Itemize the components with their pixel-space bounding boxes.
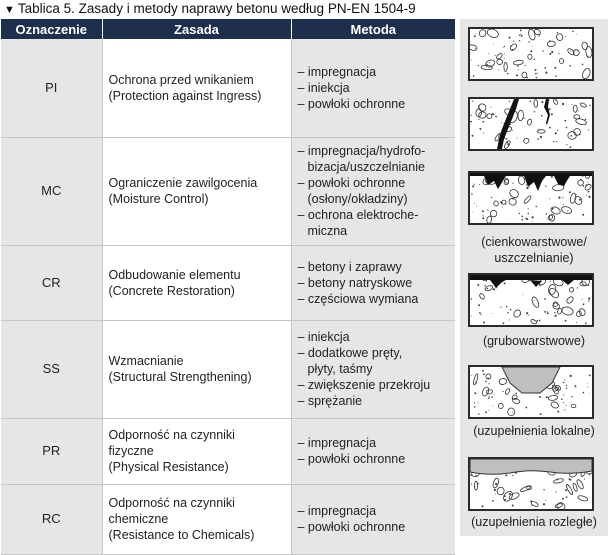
crack-overlay (470, 99, 592, 149)
metoda-line: – iniekcja (297, 80, 350, 95)
sand-grain (572, 31, 574, 33)
table-row-cr (1, 245, 455, 320)
sand-grain (494, 55, 495, 56)
sand-grain (569, 65, 571, 67)
aggregate-stone (496, 53, 503, 60)
sand-grain (503, 47, 504, 48)
sand-grain (554, 67, 556, 69)
aggregate-stone (573, 49, 580, 56)
sand-grain (538, 35, 539, 36)
metoda-line: – betony natryskowe (297, 275, 413, 290)
row-metoda (291, 137, 455, 245)
metoda-line: – sprężanie (297, 394, 363, 408)
label-line: (uzupełnienia lokalne) (473, 424, 595, 438)
sand-grain (582, 64, 584, 66)
row-zasada (102, 320, 291, 418)
concrete-wide-repair-illustration (468, 457, 594, 511)
label-line: uszczelnianie) (494, 251, 574, 265)
header-zasada: Zasada (102, 19, 291, 39)
concrete-section-illustration (468, 27, 594, 81)
sand-grain (486, 64, 488, 66)
sand-grain (475, 34, 476, 35)
metoda-line: – powłoki ochronne (297, 96, 406, 111)
aggregate-stone (486, 29, 500, 39)
sand-grain (526, 77, 528, 79)
metoda-line: – dodatkowe pręty, (297, 346, 403, 360)
aggregate-stone (509, 43, 518, 52)
metoda-line: – powłoki ochronne (297, 520, 406, 534)
sand-grain (536, 77, 538, 79)
sand-grain (525, 65, 526, 66)
sand-grain (532, 46, 533, 47)
metoda-line: – impregnacja (297, 504, 377, 518)
sand-grain (478, 65, 479, 66)
thin-layer-overlay (470, 173, 592, 223)
sand-grain (535, 69, 537, 71)
local-repair-overlay (470, 367, 592, 417)
sand-grain (471, 60, 472, 61)
sand-grain (509, 37, 511, 39)
row-code: PI (1, 39, 102, 137)
metoda-line: – powłoki ochronne (297, 176, 406, 190)
zasada-line: Odbudowanie elementu (108, 267, 241, 282)
aggregate-stone (559, 58, 564, 64)
zasada-line: (Physical Resistance) (108, 460, 229, 474)
aggregate-stone (555, 33, 563, 42)
concrete-thick-layer-illustration (468, 273, 594, 327)
row-zasada (102, 39, 291, 137)
aggregate-stone (513, 60, 523, 66)
row-code: MC (1, 137, 102, 245)
sand-grain (586, 43, 587, 44)
sand-grain (576, 34, 577, 35)
sand-grain (488, 53, 489, 54)
aggregate-stone (567, 47, 576, 55)
label-uzupelnienia-lokalne (460, 423, 608, 439)
aggregate-stone (533, 29, 541, 36)
concrete-thin-layer-illustration (468, 171, 594, 225)
sand-grain (520, 34, 521, 35)
sand-grain (570, 51, 571, 52)
table-row-pr (1, 418, 455, 484)
concrete-texture (470, 29, 592, 79)
aggregate-stone (581, 67, 592, 79)
row-code: PR (1, 418, 102, 484)
zasada-line: chemiczne (108, 512, 169, 526)
zasada-line: Wzmacnianie (108, 354, 184, 368)
sand-grain (549, 40, 551, 42)
metoda-line: – powłoki ochronne (297, 452, 406, 466)
aggregate-stone (497, 59, 503, 64)
sand-grain (521, 35, 523, 37)
sand-grain (551, 51, 553, 53)
aggregate-stone (547, 41, 556, 48)
sand-grain (516, 74, 518, 76)
sand-grain (519, 35, 520, 36)
aggregate-stone (585, 46, 592, 58)
row-zasada (102, 418, 291, 484)
row-code: SS (1, 320, 102, 418)
zasada-line: Ograniczenie zawilgocenia (108, 176, 258, 190)
sand-grain (535, 73, 537, 75)
zasada-line: Odporność na czynniki (108, 496, 235, 510)
sand-grain (473, 75, 475, 77)
label-grubowarstwowe (460, 333, 608, 349)
sand-grain (504, 46, 505, 47)
label-line: (grubowarstwowe) (482, 334, 586, 348)
metoda-line: bizacja/uszczelnianie (307, 160, 425, 174)
sand-grain (510, 45, 512, 47)
sand-grain (542, 50, 543, 51)
sand-grain (504, 58, 505, 59)
sand-grain (475, 48, 476, 49)
thick-layer-overlay (470, 275, 592, 325)
row-code: RC (1, 484, 102, 554)
zasada-line: Odporność na czynniki (108, 428, 235, 442)
zasada-line: (Resistance to Chemicals) (108, 528, 255, 542)
sand-grain (519, 40, 520, 41)
sand-grain (498, 69, 499, 70)
aggregate-stone (481, 65, 492, 70)
table-caption-text: Tablica 5. Zasady i metody naprawy betonu według PN-EN 1504-9 (17, 1, 416, 16)
header-metoda: Metoda (291, 19, 455, 39)
metoda-line: – impregnacja (297, 64, 377, 79)
zasada-line: (Moisture Control) (108, 192, 209, 206)
row-zasada (102, 245, 291, 320)
metoda-line: płyty, taśmy (307, 362, 373, 376)
sand-grain (549, 53, 551, 55)
row-metoda (291, 320, 455, 418)
label-line: (cienkowarstwowe/ (481, 235, 587, 249)
sand-grain (587, 56, 589, 58)
sand-grain (529, 41, 530, 42)
table-row-rc (1, 484, 455, 554)
zasada-line: (Protection against Ingress) (108, 88, 262, 103)
sand-grain (534, 59, 535, 60)
sand-grain (555, 75, 557, 77)
aggregate-stone (504, 62, 507, 71)
table-row-ss (1, 320, 455, 418)
sand-grain (518, 69, 519, 70)
sand-grain (517, 65, 519, 67)
sand-grain (545, 72, 547, 74)
sand-grain (504, 53, 505, 54)
label-uzupelnienia-rozlegle (460, 514, 608, 530)
sand-grain (530, 50, 532, 52)
wide-repair-overlay (470, 459, 592, 509)
metoda-line: miczna (307, 224, 348, 238)
metoda-line: – ochrona elektroche- (297, 208, 419, 222)
zasada-line: (Structural Strengthening) (108, 370, 252, 384)
metoda-line: – impregnacja (297, 436, 377, 450)
header-oznaczenie: Oznaczenie (1, 19, 102, 39)
sand-grain (565, 36, 566, 37)
sand-grain (511, 49, 513, 51)
sand-grain (507, 73, 509, 75)
concrete-local-repair-illustration (468, 365, 594, 419)
row-zasada (102, 137, 291, 245)
row-code: CR (1, 245, 102, 320)
zasada-line: (Concrete Restoration) (108, 283, 235, 298)
metoda-line: – zwiększenie przekroju (297, 378, 431, 392)
sand-grain (577, 49, 578, 50)
sand-grain (493, 44, 494, 45)
metoda-line: – częściowa wymiana (297, 291, 419, 306)
row-metoda (291, 245, 455, 320)
aggregate-stone (527, 54, 532, 60)
concrete-cracked-illustration (468, 97, 594, 151)
table-header-row (1, 19, 455, 39)
aggregate-stone (470, 44, 478, 51)
table-caption (4, 1, 416, 16)
row-zasada (102, 484, 291, 554)
table-row-pi (1, 39, 455, 137)
aggregate-stone (485, 59, 496, 69)
metoda-line: – iniekcja (297, 330, 350, 344)
sand-grain (489, 62, 490, 63)
sand-grain (513, 41, 514, 42)
row-metoda (291, 418, 455, 484)
sand-grain (539, 34, 540, 35)
label-line: (uzupełnienia rozległe) (471, 515, 597, 529)
zasada-line: fizyczne (108, 444, 154, 458)
sand-grain (474, 35, 476, 37)
metoda-line: – betony i zaprawy (297, 259, 402, 274)
sand-grain (537, 73, 538, 74)
aggregate-stone (527, 29, 536, 41)
table-row-mc (1, 137, 455, 245)
aggregate-stone (478, 29, 487, 38)
metoda-line: – impregnacja/hydrofo- (297, 144, 426, 158)
sand-grain (520, 30, 522, 32)
label-cienkowarstwowe (460, 234, 608, 266)
metoda-line: (osłony/okładziny) (307, 192, 408, 206)
row-metoda (291, 39, 455, 137)
sand-grain (558, 53, 559, 54)
repair-principles-table (1, 19, 455, 555)
row-metoda (291, 484, 455, 554)
illustrations-column (460, 19, 608, 536)
sand-grain (544, 67, 546, 69)
zasada-line: Ochrona przed wnikaniem (108, 72, 254, 87)
sand-grain (557, 32, 558, 33)
triangle-down-icon: ▼ (4, 4, 15, 16)
